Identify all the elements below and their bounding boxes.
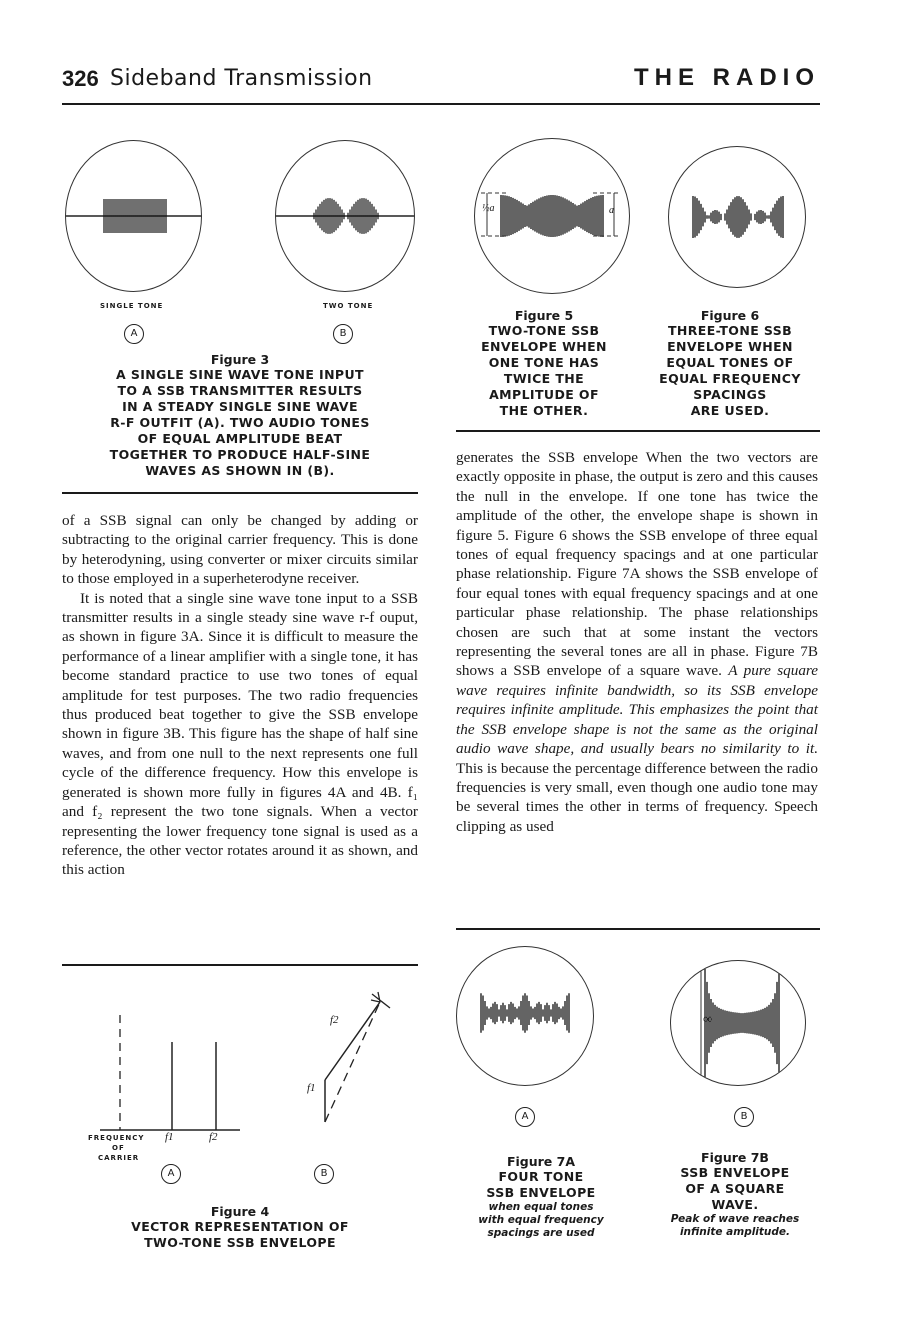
figure4-axis-label: OF	[112, 1144, 125, 1152]
figure3-scope-a	[65, 140, 202, 292]
figure5-trace	[475, 139, 629, 293]
header-rule	[62, 103, 820, 105]
figure7b-caption	[650, 1150, 820, 1239]
figure5-title: Figure 5	[514, 308, 574, 323]
caption-line: TWO-TONE SSB	[488, 323, 600, 338]
caption-line: TO A SSB TRANSMITTER RESULTS	[117, 383, 363, 398]
caption-line: SPACINGS	[693, 387, 767, 402]
figure4-f2-label: f2	[209, 1131, 218, 1143]
caption-line: WAVES AS SHOWN IN (B).	[145, 463, 335, 478]
figure6-trace	[669, 147, 805, 287]
caption-line: SSB ENVELOPE	[486, 1185, 596, 1200]
caption-line: OF EQUAL AMPLITUDE BEAT	[137, 431, 343, 446]
caption-line: TWICE THE	[503, 371, 585, 386]
figure7b-scope	[670, 960, 806, 1086]
figure4-vector-f1: f1	[307, 1082, 316, 1094]
caption-line: THE OTHER.	[499, 403, 589, 418]
figure3-label-b: TWO TONE	[323, 302, 374, 310]
page-number: 326	[62, 66, 99, 91]
section-title: Sideband Transmission	[110, 66, 373, 91]
caption-line: AMPLITUDE OF	[489, 387, 599, 402]
caption-note: when equal tones	[488, 1201, 594, 1213]
left-column-text	[62, 511, 418, 880]
caption-line: IN A STEADY SINGLE SINE WAVE	[122, 399, 358, 414]
caption-line: ONE TONE HAS	[488, 355, 600, 370]
figure7a-caption	[456, 1154, 626, 1240]
figure6-scope	[668, 146, 806, 288]
caption-note: infinite amplitude.	[679, 1226, 791, 1238]
figure7a-title: Figure 7A	[506, 1154, 576, 1169]
figure4-marker-a: A	[161, 1164, 181, 1184]
caption-line: ARE USED.	[690, 403, 770, 418]
figure4-vector-f2: f2	[330, 1014, 339, 1026]
caption-note: with equal frequency	[478, 1214, 604, 1226]
figure7b-title: Figure 7B	[701, 1150, 769, 1165]
figure7b-trace	[671, 961, 805, 1085]
figure4-diagram	[80, 980, 410, 1160]
caption-line: SSB ENVELOPE	[680, 1165, 790, 1180]
caption-line: ENVELOPE WHEN	[481, 339, 607, 354]
figure3-marker-b: B	[333, 324, 353, 344]
figure4-marker-b: B	[314, 1164, 334, 1184]
figure4-axis-label: FREQUENCY	[88, 1134, 145, 1142]
single-tone-trace	[66, 141, 201, 291]
figure7-rule	[456, 928, 820, 930]
paragraph-text: generates the SSB envelope When the two vectors are exactly opposite in phase, the output is zero and this causes the null in the envelope. If one tone has twice the amplitude of the other, the envelope shape is shown in figure 5. Figure 6 shows the SSB envelope of three equal tones of equal frequency spacings and at one particular phase relationship. Figure 7A shows the SSB envelope of four equal tones with equal frequency spacings and at one particular phase relationship. The phase relationships chosen are such that at some instant the vectors representing the several tones are all in phase. Figure 7B shows a SSB envelope of a square wave.	[456, 449, 818, 680]
figure4-f1-label: f1	[165, 1131, 174, 1143]
figure5-6-rule	[456, 430, 820, 432]
caption-line: EQUAL FREQUENCY	[659, 371, 801, 386]
caption-line: TOGETHER TO PRODUCE HALF-SINE	[109, 447, 371, 462]
figure3-marker-a: A	[124, 324, 144, 344]
figure7b-marker: B	[734, 1107, 754, 1127]
figure6-caption	[640, 308, 820, 419]
figure7a-marker: A	[515, 1107, 535, 1127]
figure7a-trace	[457, 947, 593, 1085]
caption-line: TWO-TONE SSB ENVELOPE	[144, 1235, 336, 1250]
caption-line: FOUR TONE	[498, 1169, 584, 1184]
caption-note: spacings are used	[487, 1227, 595, 1239]
caption-line: VECTOR REPRESENTATION OF	[131, 1219, 349, 1234]
caption-line: THREE-TONE SSB	[667, 323, 793, 338]
right-column-text	[456, 448, 818, 836]
italic-emphasis: A pure square wave requires infinite bandwidth, so its SSB envelope requires infinite amplitude. This emphasizes the point that the SSB envelope shape is not the same as the original audio wave shape, and usually bears no similarity to it.	[456, 662, 819, 758]
caption-note: Peak of wave reaches	[670, 1213, 800, 1225]
figure5-scope	[474, 138, 630, 294]
figure4-axis-label: CARRIER	[98, 1154, 140, 1162]
figure5-a-label: a	[609, 205, 614, 216]
two-tone-trace	[276, 141, 414, 291]
figure3-caption	[62, 352, 418, 479]
paragraph	[456, 448, 818, 836]
caption-line: A SINGLE SINE WAVE TONE INPUT	[116, 367, 364, 382]
caption-line: OF A SQUARE	[685, 1181, 785, 1196]
figure5-caption	[454, 308, 634, 419]
caption-line: ENVELOPE WHEN	[667, 339, 793, 354]
figure4-caption	[62, 1204, 418, 1251]
figure6-title: Figure 6	[700, 308, 760, 323]
figure3-label-a: SINGLE TONE	[100, 302, 164, 310]
paragraph: It is noted that a single sine wave tone input to a SSB transmitter results in a single steady sine wave r-f ouput, as shown in figure 3A. Since it is difficult to measure the performance of a linear amplifier with a single tone, it has become standard practice to use two tones of equal amplitude for test purposes. The two radio frequencies thus produced beat together to give the SSB envelope shown in figure 3B. This figure has the shape of half sine waves, and from one null to the next represents one full cycle of the difference frequency. How this envelope is generated is shown more fully in figures 4A and 4B. f₁ and f₂ represent the two tone signals. When a vector representing the lower frequency tone signal is used as a reference, the other vector rotates around it as shown, and this action	[62, 589, 418, 879]
figure7b-infinity-label: ∞	[703, 1011, 713, 1026]
caption-line: EQUAL TONES OF	[666, 355, 794, 370]
figure3-scope-b	[275, 140, 415, 292]
figure7a-scope	[456, 946, 594, 1086]
figure5-half-a-label: ½a	[482, 203, 495, 214]
caption-line: WAVE.	[711, 1197, 759, 1212]
figure3-rule	[62, 492, 418, 494]
paragraph-text: This is because the percentage difference between the radio frequencies is very small, even though one audio tone may be several times the other in terms of frequency. Speech clipping as used	[456, 759, 818, 835]
caption-line: R-F OUTFIT (A). TWO AUDIO TONES	[110, 415, 370, 430]
figure4-rule	[62, 964, 418, 966]
paragraph: of a SSB signal can only be changed by adding or subtracting to the original carrier frequency. This is done by heterodyning, using converter or mixer circuits similar to those employed in a superheterodyne receiver.	[62, 512, 418, 588]
publication-title: THE RADIO	[634, 64, 820, 91]
figure4-title: Figure 4	[210, 1204, 270, 1219]
figure3-title: Figure 3	[210, 352, 270, 367]
